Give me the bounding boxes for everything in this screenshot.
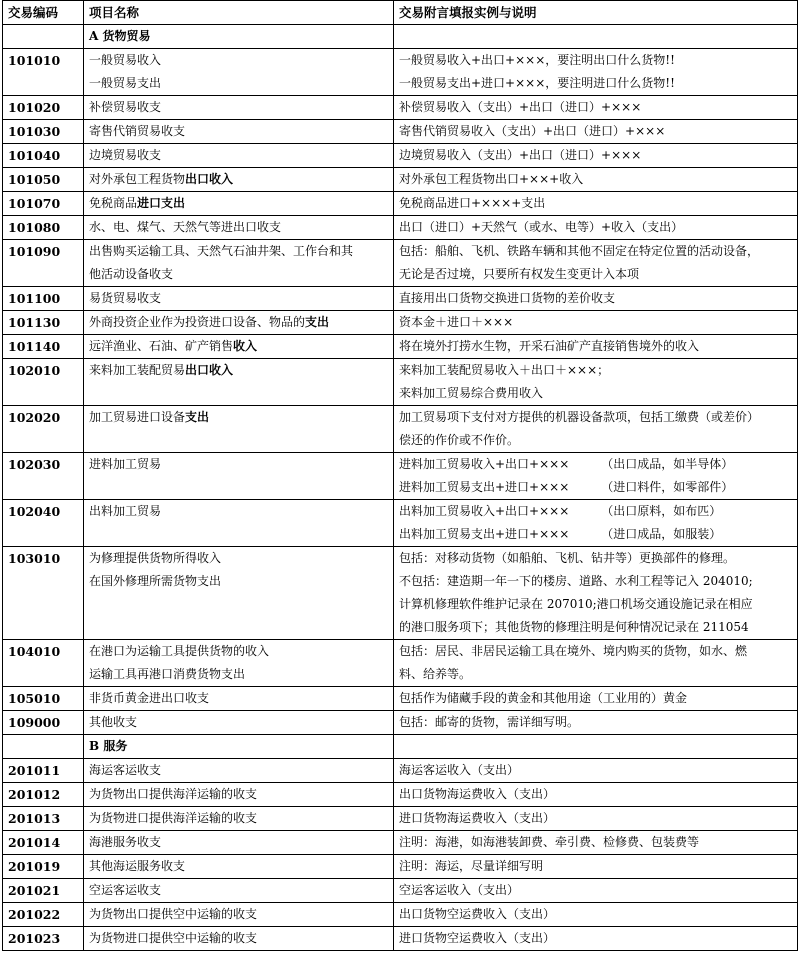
row-note: 出口货物海运费收入（支出） (394, 783, 798, 807)
section-title: A 货物贸易 (84, 25, 394, 49)
section-row (3, 25, 798, 49)
row-code: 101040 (3, 144, 84, 168)
row-note: 补偿贸易收入（支出）+出口（进口）+××× (394, 96, 798, 120)
table-row (3, 335, 798, 359)
row-note: 包括作为储藏手段的黄金和其他用途（工业用的）黄金 (394, 687, 798, 711)
row-note: 包括：船舶、飞机、铁路车辆和其他不固定在特定位置的活动设备， 无论是否过境，只要所有权发生变更计入本项 (394, 240, 798, 287)
row-name: 为货物进口提供海洋运输的收支 (84, 807, 394, 831)
row-code: 102030 (3, 453, 84, 500)
row-note: 进口货物空运费收入（支出） (394, 927, 798, 951)
row-code: 104010 (3, 640, 84, 687)
row-name: 免税商品进口支出 (84, 192, 394, 216)
row-note: 包括：对移动货物（如船舶、飞机、钻井等）更换部件的修理。 不包括：建造期一年一下的楼房、道路、水利工程等记入 204010; 计算机修理软件维护记录在 207010;港口机场交通设施记录在相应 的港口服务项下；其他货物的修理注明是何种情况记录在 211054 (394, 547, 798, 640)
row-name: 水、电、煤气、天然气等进出口收支 (84, 216, 394, 240)
table-row (3, 687, 798, 711)
row-note: 注明：海运，尽量详细写明 (394, 855, 798, 879)
row-code: 102020 (3, 406, 84, 453)
header-name: 项目名称 (84, 1, 394, 25)
table-row (3, 500, 798, 547)
row-name: 来料加工装配贸易出口收入 (84, 359, 394, 406)
row-code: 102040 (3, 500, 84, 547)
row-code: 101010 (3, 49, 84, 96)
table-row (3, 547, 798, 640)
row-code: 201021 (3, 879, 84, 903)
row-note: 一般贸易收入+出口+×××，要注明出口什么货物!! 一般贸易支出+进口+×××，要注明进口什么货物!! (394, 49, 798, 96)
table-row (3, 192, 798, 216)
row-name: 非货币黄金进出口收支 (84, 687, 394, 711)
row-name: 为修理提供货物所得收入 在国外修理所需货物支出 (84, 547, 394, 640)
section-title: B 服务 (84, 735, 394, 759)
table-row (3, 96, 798, 120)
row-note: 海运客运收入（支出） (394, 759, 798, 783)
row-name: 一般贸易收入 一般贸易支出 (84, 49, 394, 96)
row-name: 加工贸易进口设备支出 (84, 406, 394, 453)
row-code: 101100 (3, 287, 84, 311)
row-note: 空运客运收入（支出） (394, 879, 798, 903)
row-note: 包括：居民、非居民运输工具在境外、境内购买的货物，如水、燃 料、给养等。 (394, 640, 798, 687)
transaction-code-table (2, 0, 798, 951)
row-code: 101090 (3, 240, 84, 287)
row-note: 将在境外打捞水生物，开采石油矿产直接销售境外的收入 (394, 335, 798, 359)
table-row (3, 311, 798, 335)
table-row (3, 807, 798, 831)
header-code: 交易编码 (3, 1, 84, 25)
row-name: 远洋渔业、石油、矿产销售收入 (84, 335, 394, 359)
row-note: 来料加工装配贸易收入＋出口＋×××； 来料加工贸易综合费用收入 (394, 359, 798, 406)
row-note: 进口货物海运费收入（支出） (394, 807, 798, 831)
table-row (3, 453, 798, 500)
table-row (3, 216, 798, 240)
row-note: 注明：海港，如海港装卸费、牵引费、检修费、包装费等 (394, 831, 798, 855)
row-note: 边境贸易收入（支出）+出口（进口）+××× (394, 144, 798, 168)
row-name: 其他收支 (84, 711, 394, 735)
row-code: 103010 (3, 547, 84, 640)
row-note: 免税商品进口+×××+支出 (394, 192, 798, 216)
table-row (3, 49, 798, 96)
table-row (3, 120, 798, 144)
row-name: 外商投资企业作为投资进口设备、物品的支出 (84, 311, 394, 335)
row-code: 101070 (3, 192, 84, 216)
row-code: 201023 (3, 927, 84, 951)
row-code: 201012 (3, 783, 84, 807)
row-name: 海运客运收支 (84, 759, 394, 783)
table-row (3, 831, 798, 855)
row-name: 寄售代销贸易收支 (84, 120, 394, 144)
row-note: 出口（进口）+天然气（或水、电等）+收入（支出） (394, 216, 798, 240)
table-row (3, 855, 798, 879)
header-row (3, 1, 798, 25)
row-code: 101020 (3, 96, 84, 120)
table-row (3, 240, 798, 287)
row-name: 海港服务收支 (84, 831, 394, 855)
row-code: 101080 (3, 216, 84, 240)
header-note: 交易附言填报实例与说明 (394, 1, 798, 25)
row-name: 空运客运收支 (84, 879, 394, 903)
row-name: 出售购买运输工具、天然气石油井架、工作台和其 他活动设备收支 (84, 240, 394, 287)
row-code: 201011 (3, 759, 84, 783)
row-name: 易货贸易收支 (84, 287, 394, 311)
row-code: 201014 (3, 831, 84, 855)
row-code: 101130 (3, 311, 84, 335)
row-name: 补偿贸易收支 (84, 96, 394, 120)
table-row (3, 287, 798, 311)
row-name: 对外承包工程货物出口收入 (84, 168, 394, 192)
table-row (3, 903, 798, 927)
row-code: 201013 (3, 807, 84, 831)
row-note: 加工贸易项下支付对方提供的机器设备款项，包括工缴费（或差价） 偿还的作价或不作价。 (394, 406, 798, 453)
table-row (3, 783, 798, 807)
row-code: 102010 (3, 359, 84, 406)
row-code: 109000 (3, 711, 84, 735)
row-name: 进料加工贸易 (84, 453, 394, 500)
row-name: 边境贸易收支 (84, 144, 394, 168)
row-name: 其他海运服务收支 (84, 855, 394, 879)
section-row (3, 735, 798, 759)
row-name: 为货物进口提供空中运输的收支 (84, 927, 394, 951)
row-code: 201022 (3, 903, 84, 927)
table-row (3, 927, 798, 951)
row-code: 101140 (3, 335, 84, 359)
row-name: 在港口为运输工具提供货物的收入 运输工具再港口消费货物支出 (84, 640, 394, 687)
row-name: 为货物出口提供海洋运输的收支 (84, 783, 394, 807)
table-row (3, 359, 798, 406)
row-code: 101030 (3, 120, 84, 144)
row-code: 105010 (3, 687, 84, 711)
row-note: 直接用出口货物交换进口货物的差价收支 (394, 287, 798, 311)
table-row (3, 168, 798, 192)
row-code: 101050 (3, 168, 84, 192)
row-note: 包括：邮寄的货物，需详细写明。 (394, 711, 798, 735)
row-note: 出口货物空运费收入（支出） (394, 903, 798, 927)
row-name: 为货物出口提供空中运输的收支 (84, 903, 394, 927)
row-note: 进料加工贸易收入+出口+××× （出口成品，如半导体） 进料加工贸易支出+进口+××× （进口料件，如零部件） (394, 453, 798, 500)
row-note: 寄售代销贸易收入（支出）+出口（进口）+××× (394, 120, 798, 144)
table-row (3, 144, 798, 168)
table-row (3, 406, 798, 453)
table-row (3, 879, 798, 903)
row-note: 资本金＋进口＋××× (394, 311, 798, 335)
row-note: 对外承包工程货物出口+××+收入 (394, 168, 798, 192)
row-note: 出料加工贸易收入+出口+××× （出口原料，如布匹） 出料加工贸易支出+进口+××× （进口成品，如服装） (394, 500, 798, 547)
row-code: 201019 (3, 855, 84, 879)
table-row (3, 711, 798, 735)
table-row (3, 759, 798, 783)
row-name: 出料加工贸易 (84, 500, 394, 547)
table-row (3, 640, 798, 687)
